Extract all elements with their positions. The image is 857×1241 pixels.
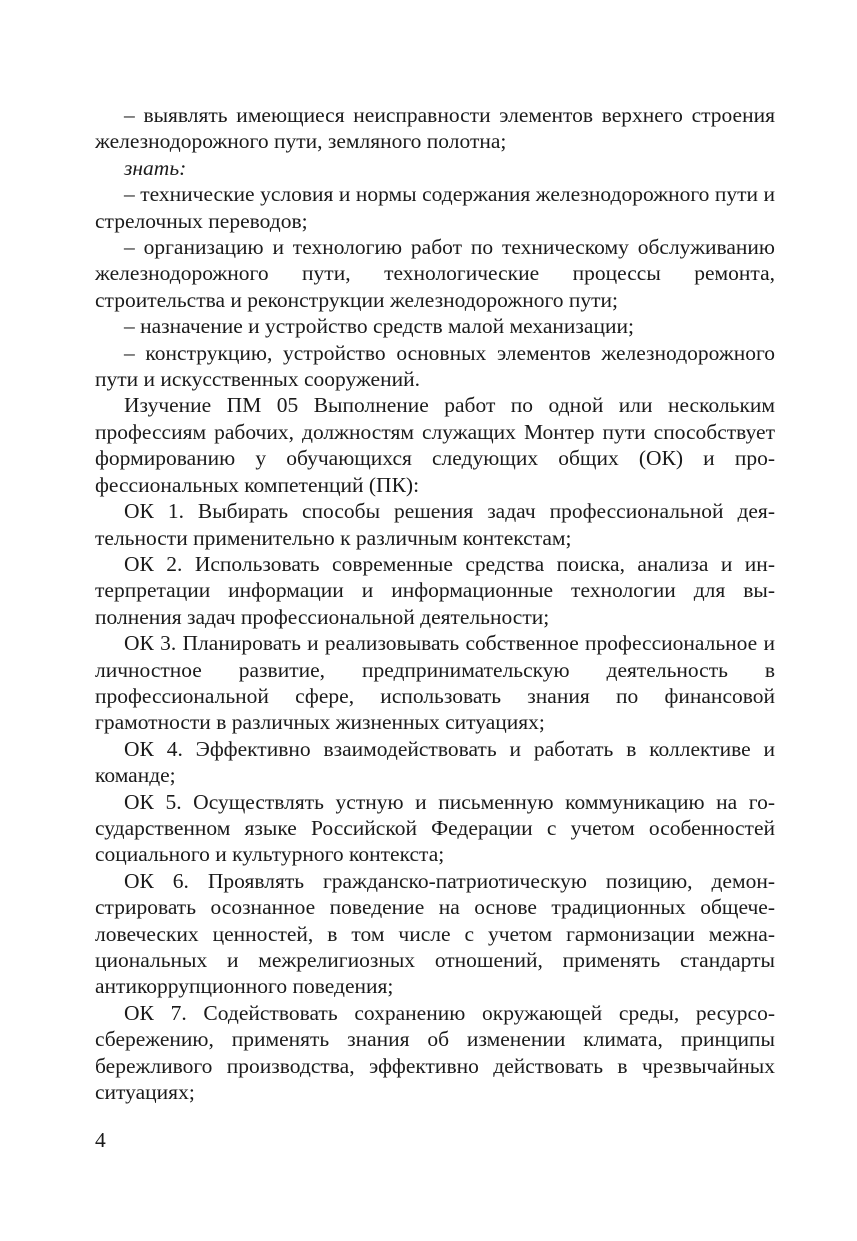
know-heading: знать: [124,155,187,180]
competency-ok2: ОК 2. Использовать современные средства поиска, анализа и интерпретации информации и информационные технологии для выполнения задач профессиональной деятельности; [95,551,775,629]
competency-ok4: ОК 4. Эффективно взаимодействовать и работать в коллективе и команде; [95,736,775,788]
page-body [95,102,775,1105]
list-item-construction-elements: – конструкцию, устройство основных элементов железнодорожного пути и искусственных сооружений. [95,340,775,392]
list-item-technical-conditions: – технические условия и нормы содержания железнодорожного пути и стрелочных переводов; [95,182,775,233]
list-item-small-mechanization: – назначение и устройство средств малой механизации; [124,314,634,339]
page-number: 4 [95,1128,106,1152]
competency-ok5: ОК 5. Осуществлять устную и письменную коммуникацию на государственном языке Российской Федерации с учетом особенностей социального и культурного контекста; [95,789,775,867]
competency-ok6: ОК 6. Проявлять гражданско-патриотическую позицию, демонстрировать осознанное поведение на основе традиционных общечеловеческих ценностей, в том числе с учетом гармонизации межнациональных и межрелигиозных отношений, применять стандарты антикоррупционного поведения; [95,868,775,999]
list-item-identify-defects: – выявлять имеющиеся неисправности элементов верхнего строения железнодорожного пути, земляного полотна; [95,103,775,154]
competency-ok3: ОК 3. Планировать и реализовывать собственное профессиональное и личностное развитие, предпринимательскую деятельность в профессиональной сфере, использовать знания по финансовой грамотности в различных жизненных ситуациях; [95,631,775,735]
paragraph-pm05-study: Изучение ПМ 05 Выполнение работ по одной или нескольким профессиям рабочих, должностям служащих Монтер пути способствует формированию у обучающихся следующих общих (ОК) и профессиональных компетенций (ПК): [95,393,775,497]
competency-ok1: ОК 1. Выбирать способы решения задач профессиональной деятельности применительно к различным контекстам; [95,499,775,550]
list-item-organization-technology: – организацию и технологию работ по техническому обслуживанию железнодорожного пути, технологические процессы ремонта, строительства и реконструкции железнодорожного пути; [95,235,775,312]
competency-ok7: ОК 7. Содействовать сохранению окружающей среды, ресурсосбережению, применять знания об изменении климата, принципы бережливого производства, эффективно действовать в чрезвычайных ситуациях; [95,1000,775,1105]
